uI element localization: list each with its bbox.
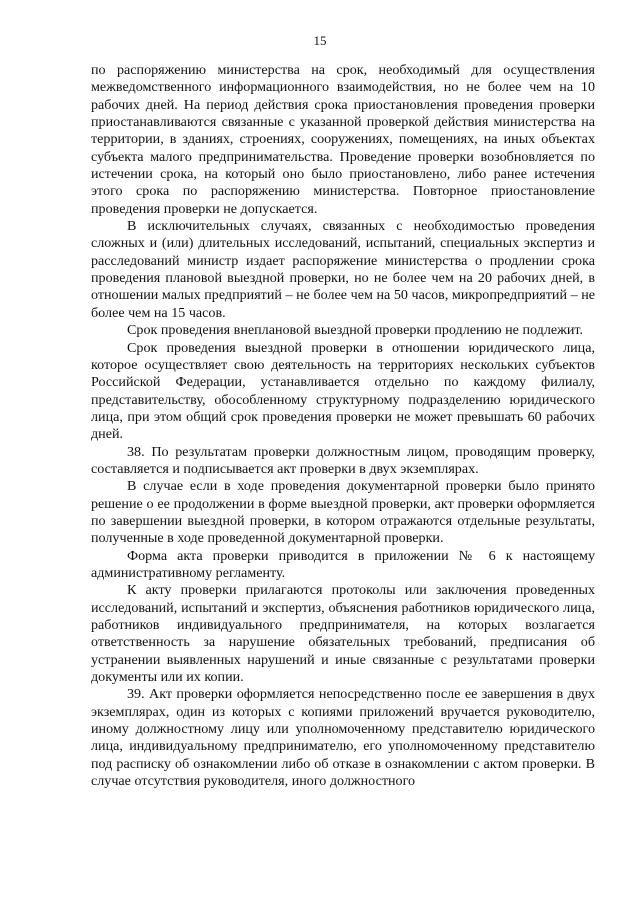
paragraph-item-38: 38. По результатам проверки должностным лицом, проводящим проверку, составляется и подписывается акт проверки в двух экземплярах.	[91, 443, 595, 477]
document-body	[91, 62, 595, 790]
paragraph-unscheduled-no-extension: Срок проведения внеплановой выездной проверки продлению не подлежит.	[127, 322, 584, 339]
paragraph-extension-exceptional: В исключительных случаях, связанных с необходимостью проведения сложных и (или) длительных исследований, испытаний, специальных экспертиз и расследований министр издает распоряжение министерства о продлении срока проведения плановой выездной проверки, но не более чем на 20 рабочих дней, в отношении малых предприятий – не более чем на 50 часов, микропредприятий – не более чем на 15 часов.	[91, 218, 595, 321]
paragraph-act-form-appendix: Форма акта проверки приводится в приложении № 6 к настоящему административному регламенту.	[91, 547, 595, 581]
paragraph-suspension-continuation: по распоряжению министерства на срок, необходимый для осуществления межведомственного информационного взаимодействия, но не более чем на 10 рабочих дней. На период действия срока приостановления проведения проверки приостанавливаются связанные с указанной проверкой действия министерства на территории, в зданиях, строениях, сооружениях, помещениях, на иных объектах субъекта малого предпринимательства. Проведение проверки возобновляется по истечении срока, на который оно было приостановлено, либо ранее истечения этого срока по распоряжению министерства. Повторное приостановление проведения проверки не допускается.	[91, 62, 595, 217]
paragraph-act-attachments: К акту проверки прилагаются протоколы или заключения проведенных исследований, испытаний и экспертиз, объяснения работников юридического лица, работников индивидуального предпринимателя, на которых возлагается ответственность за нарушение обязательных требований, предписания об устранении выявленных нарушений и иные связанные с результатами проверки документы или их копии.	[91, 582, 595, 686]
paragraph-item-39: 39. Акт проверки оформляется непосредственно после ее завершения в двух экземплярах, один из которых с копиями приложений вручается руководителю, иному должностному лицу или уполномоченному представителю юридического лица, индивидуальному предпринимателю, его уполномоченному представителю под расписку об ознакомлении либо об отказе в ознакомлении с актом проверки. В случае отсутствия руководителя, иного должностного	[91, 686, 595, 790]
paragraph-multi-region-duration: Срок проведения выездной проверки в отношении юридического лица, которое осуществляет свою деятельность на территориях нескольких субъектов Российской Федерации, устанавливается отдельно по каждому филиалу, представительству, обособленному структурному подразделению юридического лица, при этом общий срок проведения проверки не может превышать 60 рабочих дней.	[91, 339, 595, 443]
page-number: 15	[313, 33, 327, 48]
paragraph-documentary-to-onsite: В случае если в ходе проведения документарной проверки было принято решение о ее продолжении в форме выездной проверки, акт проверки оформляется по завершении выездной проверки, в котором отражаются отдельные результаты, полученные в ходе проведенной документарной проверки.	[91, 478, 595, 547]
